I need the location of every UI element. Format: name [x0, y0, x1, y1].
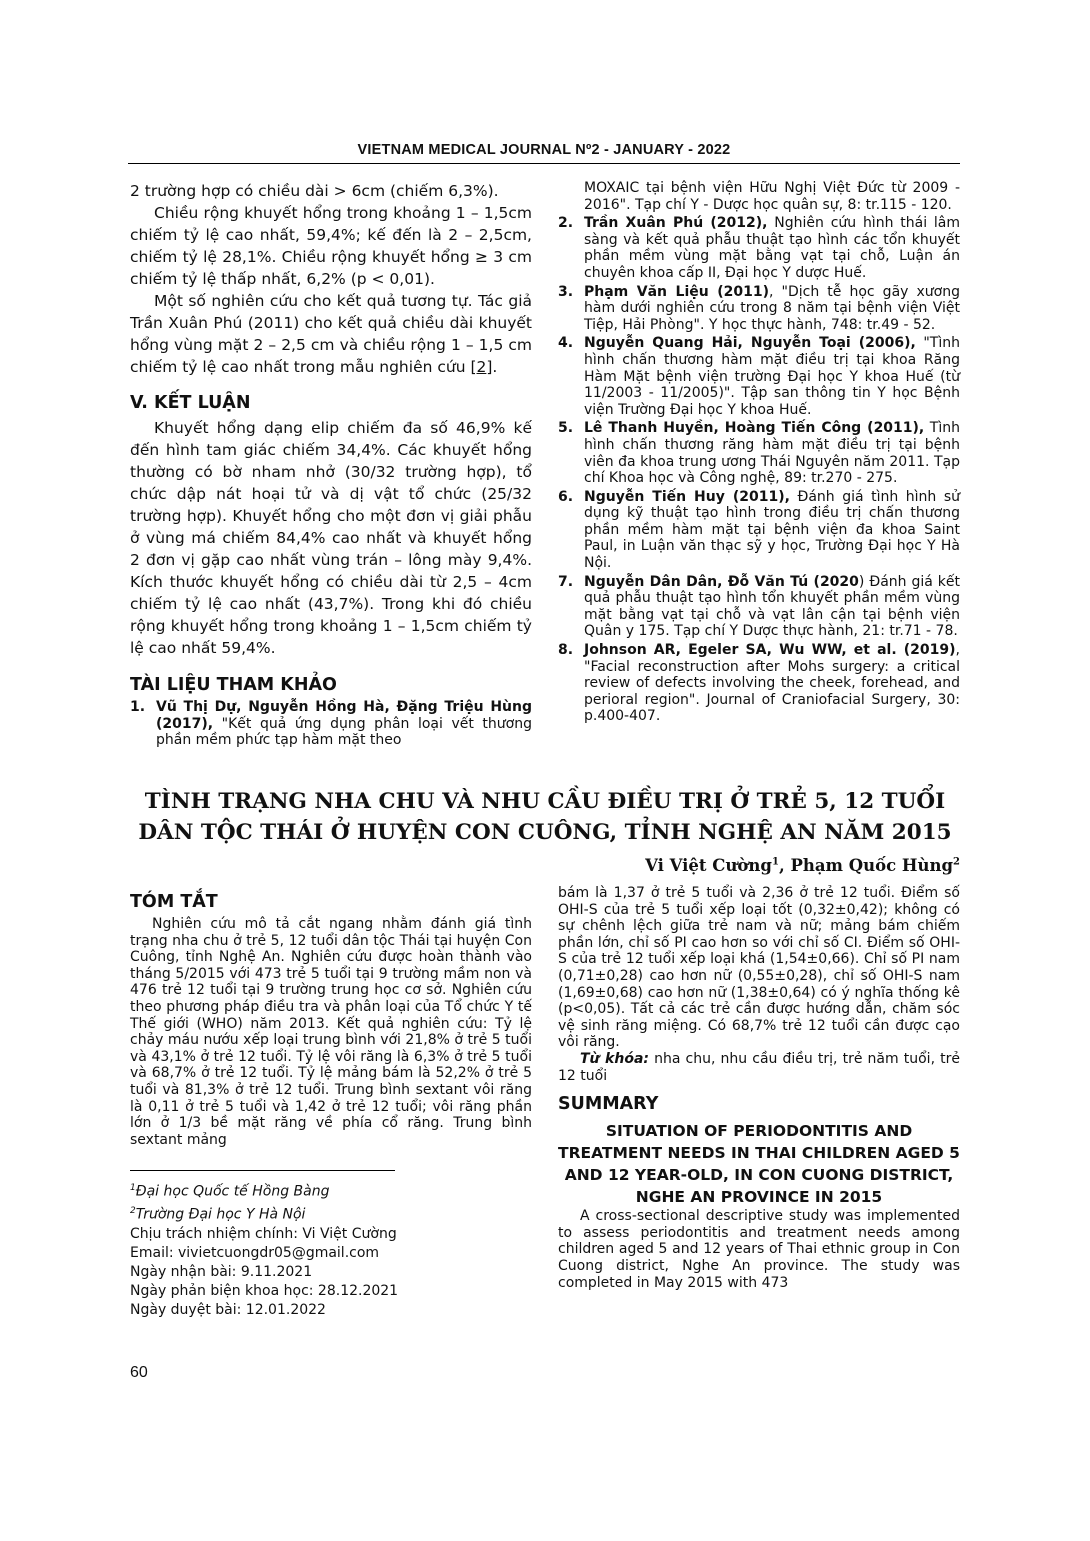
received-date: Ngày nhận bài: 9.11.2021: [130, 1263, 313, 1280]
affiliation-text: Trường Đại học Y Hà Nội: [135, 1206, 306, 1223]
author-name: Phạm Quốc Hùng: [790, 856, 954, 875]
keywords-label: Từ khóa:: [580, 1050, 649, 1067]
reference-authors: Nguyễn Dân Dân, Đỗ Văn Tú (2020: [584, 573, 859, 590]
reference-item: [558, 489, 960, 572]
summary-paragraph: A cross-sectional descriptive study was implemented to assess periodontitis and treatment needs among children aged 5 and 12 years of Thai ethnic group in Con Cuong district, Nghe An province. The study was completed in May 2015 with 473: [558, 1208, 960, 1291]
reference-text: , "Dịch tễ học gãy xương hàm dưới nghiên cứu trong 8 năm tại bệnh viện Việt Tiệp, Hải Phòng". Y học thực hành, 748: tr.49 - 52.: [584, 283, 961, 333]
affiliation-footnote: [130, 1179, 532, 1202]
reference-item: [558, 284, 960, 334]
author-byline: [645, 856, 960, 875]
keywords: [558, 1051, 960, 1084]
abstract-right-column: [558, 885, 960, 1291]
paragraph-text: ].: [486, 358, 498, 376]
paragraph: 2 trường hợp có chiều dài > 6cm (chiếm 6,3%).: [130, 182, 499, 200]
reference-text: Nghiên cứu hình thái lâm sàng và kết quả phẫu thuật tạo hình các tổn khuyết phần mềm vùng mặt bằng vạt tại chỗ, Luận án chuyên khoa cấp II, Đại học Y dược Huế.: [584, 215, 960, 281]
header-rule: [128, 163, 960, 164]
reference-authors: Phạm Văn Liệu (2011): [584, 283, 769, 300]
abstract-paragraph: bám là 1,37 ở trẻ 5 tuổi và 2,36 ở trẻ 12 tuổi. Điểm số OHI-S của trẻ 5 tuổi xếp loại tốt (0,32±0,42); không có sự chênh lệch giữa trẻ nam và nữ; mảng bám chiếm phần lớn, chỉ số PI cao hơn so với chỉ số CI. Điểm số OHI-S của trẻ 12 tuổi xếp loại khá (1,54±0,66). Chỉ số PI nam (0,71±0,28) cao hơn nữ (0,55±0,28), chỉ số OHI-S nam (1,69±0,68) cao hơn nữ (1,38±0,64) có ý nghĩa thống kê (p<0,05). Tất cả các trẻ cần được hướng dẫn, chăm sóc vệ sinh răng miệng. Có 68,7% trẻ 12 tuổi cần được cạo vôi răng.: [558, 885, 960, 1051]
reference-number: 4.: [558, 335, 574, 352]
keywords-text: nha chu, nhu cầu điều trị, trẻ năm tuổi, trẻ 12 tuổi: [558, 1050, 960, 1084]
reference-text: MOXAIC tại bệnh viện Hữu Nghị Việt Đức từ 2009 - 2016". Tạp chí Y - Dược học quân sự, 8: tr.115 - 120.: [584, 180, 960, 213]
reference-item: [558, 420, 960, 486]
article-title: [100, 786, 990, 848]
reference-authors: Vũ Thị Dự, Nguyễn Hồng Hà, Đặng Triệu Hùng (2017),: [156, 699, 532, 732]
reference-text: Đánh giá tình hình sử dụng kỹ thuật tạo hình trong điều trị chấn thương phần mềm hàm mặt tại bệnh viện đa khoa Saint Paul, in Luận văn thạc sỹ y học, Trường Đại học Y Hà Nội.: [584, 488, 960, 572]
author-separator: ,: [778, 856, 791, 875]
section-heading-summary: SUMMARY: [558, 1094, 659, 1115]
reference-text: Tình hình chấn thương răng hàm mặt điều trị tại bệnh viên đa khoa trung ương Thái Nguyên năm 2011. Tạp chí Khoa học và Công nghệ, 89: tr.270 - 275.: [584, 420, 960, 487]
running-header: VIETNAM MEDICAL JOURNAL Nº2 - JANUARY - 2022: [357, 142, 731, 158]
paragraph-text: Một số nghiên cứu cho kết quả tương tự. Tác giả Trần Xuân Phú (2011) cho kết quả chiều dài khuyết hổng vùng mặt 2 – 2,5 cm và chiều rộng 1 – 1,5 cm chiếm tỷ lệ cao nhất trong mẫu nghiên cứu [: [130, 292, 532, 376]
reference-number: 6.: [558, 488, 574, 505]
reference-authors: Trần Xuân Phú (2012),: [584, 215, 768, 232]
reference-text: "Tình hình chấn thương hàm mặt điều trị tại khoa Răng Hàm Mặt bệnh viện trường Đại học Y khoa Huế (từ 11/2003 - 11/2005)". Tập san thông tin Y học Bệnh viện Trường Đại học Y khoa Huế.: [584, 335, 960, 418]
reference-item: [130, 699, 532, 749]
reference-authors: Johnson AR, Egeler SA, Wu WW, et al. (2019): [584, 642, 956, 659]
article-title-line: DÂN TỘC THÁI Ở HUYỆN CON CUÔNG, TỈNH NGHỆ AN NĂM 2015: [138, 820, 952, 845]
section-heading-abstract: TÓM TẮT: [130, 892, 218, 912]
reference-item-continued: [558, 180, 960, 213]
paragraph: Chiều rộng khuyết hổng trong khoảng 1 – 1,5cm chiếm tỷ lệ cao nhất, 59,4%; kế đến là 2 – 2,5cm, chiếm tỷ lệ 28,1%. Chiều rộng khuyết hổng ≥ 3 cm chiếm tỷ lệ thấp nhất, 6,2% (p < 0,01).: [130, 204, 532, 288]
top-right-column: [558, 180, 960, 727]
reference-authors: Nguyễn Quang Hải, Nguyễn Toại (2006),: [584, 335, 916, 352]
reference-number: 3.: [558, 283, 574, 300]
section-heading-references: TÀI LIỆU THAM KHẢO: [130, 675, 337, 695]
contact-email: Email: vivietcuongdr05@gmail.com: [130, 1244, 380, 1261]
reference-number: 2.: [558, 215, 574, 232]
footnote-rule: [130, 1170, 395, 1171]
reference-item: [558, 335, 960, 418]
abstract-left-column: [130, 890, 532, 1320]
reference-number: 7.: [558, 573, 574, 590]
affiliation-text: Đại học Quốc tế Hồng Bàng: [135, 1183, 330, 1200]
reference-number: 5.: [558, 420, 574, 437]
section-heading-conclusion: V. KẾT LUẬN: [130, 393, 251, 413]
reference-list: [558, 180, 960, 725]
affiliation-marker: 1: [130, 1183, 136, 1194]
reference-authors: Nguyễn Tiến Huy (2011),: [584, 488, 790, 505]
affiliation-marker: 1: [771, 856, 779, 868]
reference-authors: Lê Thanh Huyền, Hoàng Tiến Công (2011),: [584, 420, 925, 437]
reference-number: 8.: [558, 642, 574, 659]
author-name: Vi Việt Cường: [645, 856, 772, 875]
reference-text: "Kết quả ứng dụng phân loại vết thương phần mềm phức tạp hàm mặt theo: [156, 715, 532, 749]
reference-text: ) Đánh giá kết quả phẫu thuật tạo hình tổn khuyết phần mềm vùng mặt bằng vạt tại chỗ và vạt lân cận tại bệnh viện Quân y 175. Tạp chí Y Dược thực hành, 21: tr.71 - 78.: [584, 573, 960, 640]
article-title-line: TÌNH TRẠNG NHA CHU VÀ NHU CẦU ĐIỀU TRỊ Ở TRẺ 5, 12 TUỔI: [144, 789, 946, 814]
affiliation-footnote: [130, 1202, 532, 1225]
accepted-date: Ngày duyệt bài: 12.01.2022: [130, 1301, 326, 1318]
paragraph: [130, 290, 532, 378]
reference-list: [130, 699, 532, 749]
review-date: Ngày phản biện khoa học: 28.12.2021: [130, 1282, 399, 1299]
conclusion-paragraph: Khuyết hổng dạng elip chiếm đa số 46,9% kế đến hình tam giác chiếm 34,4%. Các khuyết hổng thường có bờ nham nhở (30/32 trường hợp), tổ chức dập nát hoại tử và dị vật tổ chức (25/32 trường hợp). Khuyết hổng cho một đơn vị giải phẫu ở vùng má chiếm 84,4% cao nhất và khuyết hổng 2 đơn vị gặp cao nhất vùng trán – lông mày 9,4%. Kích thước khuyết hổng có chiều dài từ 2,5 – 4cm chiếm tỷ lệ cao nhất (43,7%). Trong khi đó chiều rộng khuyết hổng trong khoảng 1 – 1,5cm chiếm tỷ lệ cao nhất 59,4%.: [130, 419, 532, 657]
page-number: 60: [130, 1364, 148, 1381]
citation-link[interactable]: 2: [476, 358, 487, 376]
responsible-author: Chịu trách nhiệm chính: Vi Việt Cường: [130, 1225, 397, 1242]
reference-item: [558, 574, 960, 640]
reference-number: 1.: [130, 699, 146, 715]
reference-item: [558, 642, 960, 725]
reference-text: , "Facial reconstruction after Mohs surgery: a critical review of defects involving the cheek, forehead, and perioral region". Journal of Craniofacial Surgery, 30: p.400-407.: [584, 642, 960, 725]
affiliation-marker: 2: [953, 856, 960, 868]
summary-title: SITUATION OF PERIODONTITIS AND TREATMENT NEEDS IN THAI CHILDREN AGED 5 AND 12 YEAR-OLD, IN CON CUONG DISTRICT, NGHE AN PROVINCE IN 2015: [558, 1122, 960, 1207]
top-left-column: [130, 180, 532, 751]
reference-item: [558, 215, 960, 281]
abstract-paragraph: Nghiên cứu mô tả cắt ngang nhằm đánh giá tình trạng nha chu ở trẻ 5, 12 tuổi dân tộc Thái tại huyện Con Cuông, tỉnh Nghệ An. Nghiên cứu được hoàn thành vào tháng 5/2015 với 473 trẻ 5 tuổi tại 9 trường mầm non và 476 trẻ 12 tuổi tại 9 trường trung học cơ sở. Nghiên cứu theo phương pháp điều tra và phân loại của Tổ chức Y tế Thế giới (WHO) năm 2013. Kết quả nghiên cứu: Tỷ lệ chảy máu nướu xếp loại trung bình với 21,8% ở trẻ 5 tuổi và 43,1% ở trẻ 12 tuổi. Tỷ lệ vôi răng là 6,3% ở trẻ 5 tuổi và 68,7% ở trẻ 12 tuổi. Tỷ lệ mảng bám là 52,2% ở trẻ 5 tuổi và 81,3% ở trẻ 12 tuổi. Trung bình sextant vôi răng là 0,11 ở trẻ 5 tuổi và 1,42 ở trẻ 12 tuổi; vôi răng phần lớn ở 1/3 bề mặt răng về phía cổ răng. Trung bình sextant mảng: [130, 916, 532, 1148]
affiliation-marker: 2: [130, 1205, 136, 1216]
